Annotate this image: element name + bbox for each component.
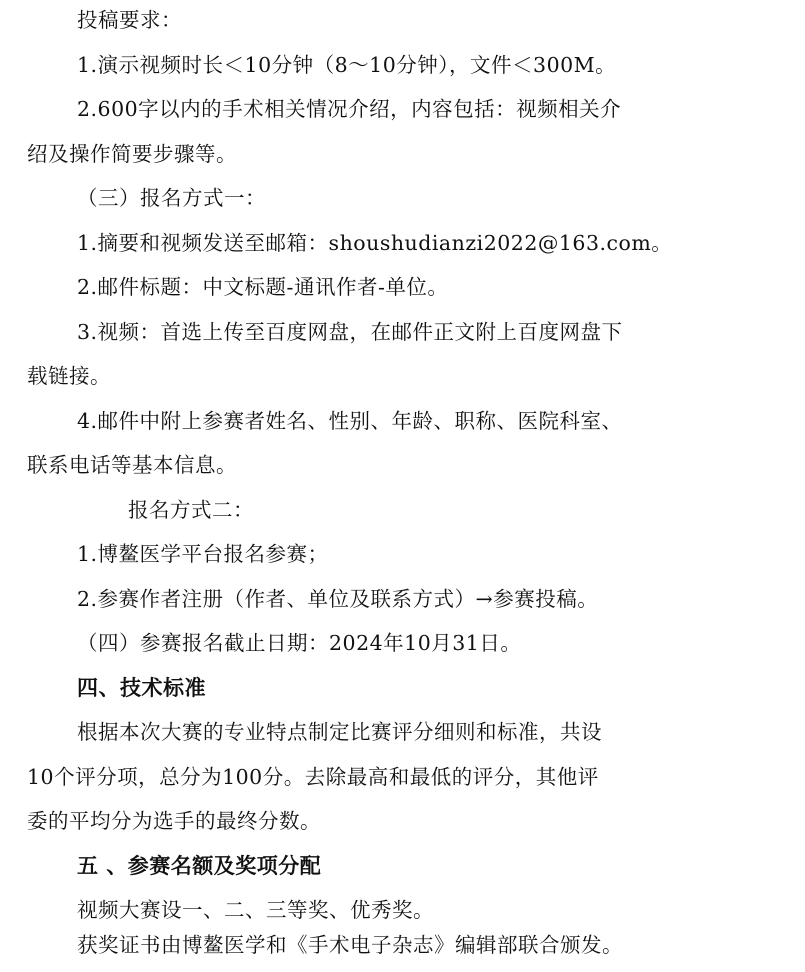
registration-method-one-title-line [0, 181, 805, 225]
submission-requirements-title-line [0, 3, 805, 47]
quota-awards-heading: 五 、参赛名额及奖项分配 [77, 854, 322, 878]
technical-standards-para-line-2 [0, 760, 805, 804]
submission-item-2-text-1: 2.600字以内的手术相关情况介绍，内容包括：视频相关介 [77, 97, 622, 121]
technical-standards-text-2: 10个评分项，总分为100分。去除最高和最低的评分，其他评 [27, 765, 599, 789]
method-two-item-1: 1.博鳌医学平台报名参赛； [77, 542, 329, 566]
method-one-item-4-line-2 [0, 448, 805, 492]
method-one-item-3-text-2: 载链接。 [27, 364, 111, 388]
method-one-item-1-line [0, 226, 805, 270]
submission-item-1: 1.演示视频时长＜10分钟（8～10分钟），文件＜300M。 [77, 53, 617, 77]
method-one-item-4-line-1 [0, 404, 805, 448]
method-two-item-2-line [0, 582, 805, 626]
method-two-item-2: 2.参赛作者注册（作者、单位及联系方式）→参赛投稿。 [77, 587, 599, 611]
submission-item-2-text-2: 绍及操作简要步骤等。 [27, 142, 237, 166]
technical-standards-heading-line [0, 671, 805, 715]
submission-item-1-line [0, 48, 805, 92]
method-one-item-1-email: 1.摘要和视频发送至邮箱：shoushudianzi2022@163.com。 [77, 231, 673, 255]
registration-method-one-title: （三）报名方式一： [77, 186, 266, 210]
submission-item-2-line-1 [0, 92, 805, 136]
method-one-item-3-line-1 [0, 315, 805, 359]
deadline-line [0, 626, 805, 670]
method-one-item-3-line-2 [0, 359, 805, 403]
quota-awards-para-2-line [0, 928, 805, 972]
quota-awards-para-1: 视频大赛设一、二、三等奖、优秀奖。 [77, 898, 434, 922]
technical-standards-para-line-1 [0, 715, 805, 759]
method-one-item-2-line [0, 270, 805, 314]
technical-standards-text-3: 委的平均分为选手的最终分数。 [27, 809, 321, 833]
quota-awards-heading-line [0, 849, 805, 893]
method-one-item-3-text-1: 3.视频：首选上传至百度网盘，在邮件正文附上百度网盘下 [77, 320, 623, 344]
technical-standards-para-line-3 [0, 804, 805, 848]
submission-requirements-title: 投稿要求： [77, 8, 182, 32]
quota-awards-para-2: 获奖证书由博鳌医学和《手术电子杂志》编辑部联合颁发。 [77, 933, 623, 957]
method-two-item-1-line [0, 537, 805, 581]
registration-deadline: （四）参赛报名截止日期：2024年10月31日。 [77, 631, 522, 655]
technical-standards-heading: 四、技术标准 [77, 676, 206, 700]
registration-method-two-title-line [0, 493, 805, 537]
registration-method-two-title: 报名方式二： [128, 498, 254, 522]
submission-item-2-line-2 [0, 137, 805, 181]
method-one-item-2: 2.邮件标题：中文标题-通讯作者-单位。 [77, 275, 449, 299]
method-one-item-4-text-1: 4.邮件中附上参赛者姓名、性别、年龄、职称、医院科室、 [77, 409, 623, 433]
method-one-item-4-text-2: 联系电话等基本信息。 [27, 453, 237, 477]
technical-standards-text-1: 根据本次大赛的专业特点制定比赛评分细则和标准，共设 [77, 720, 602, 744]
